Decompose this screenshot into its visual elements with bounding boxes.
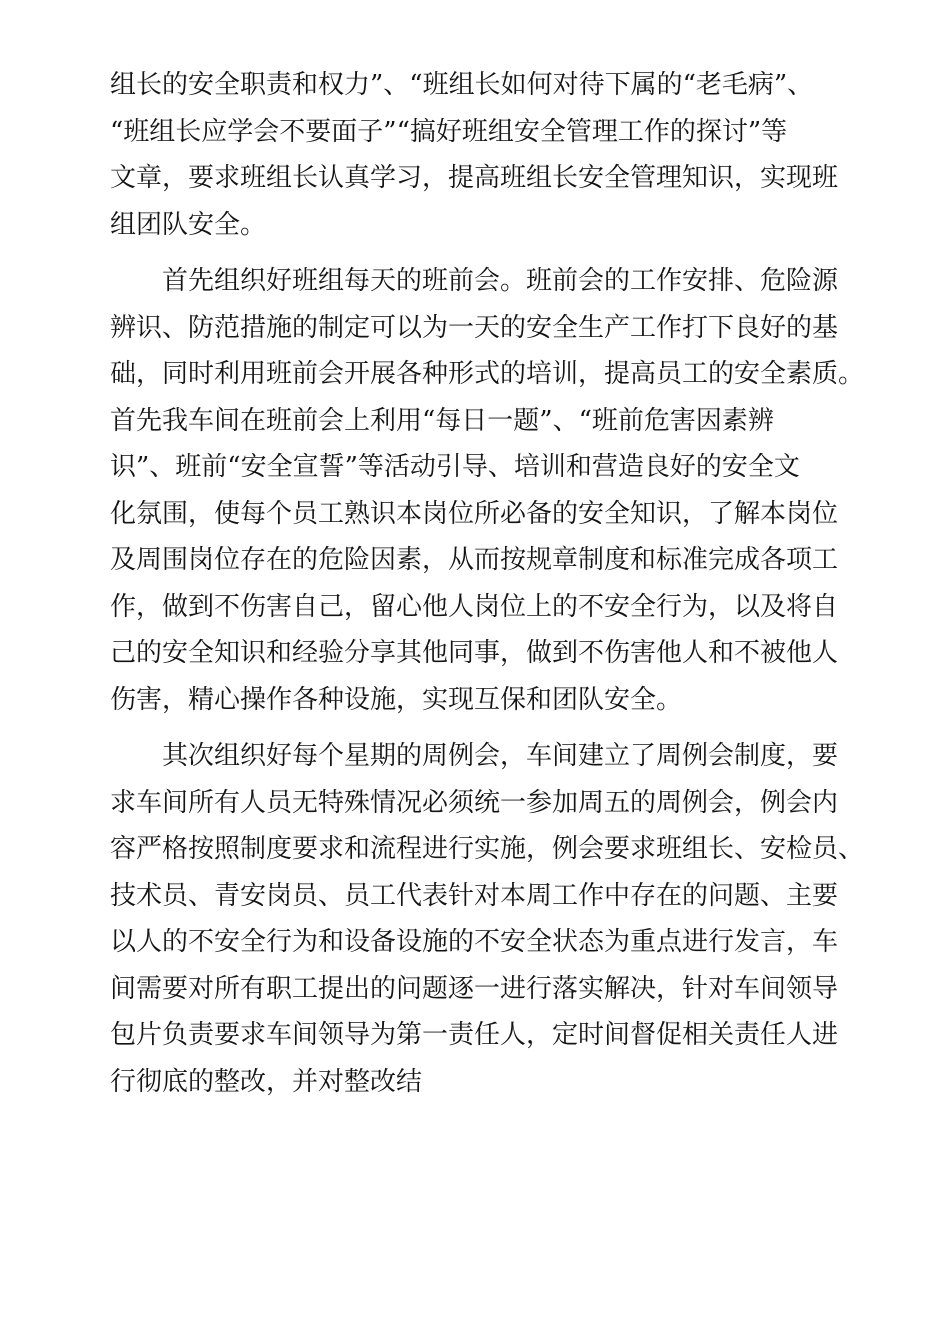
text-line: 化氛围，使每个员工熟识本岗位所必备的安全知识，了解本岗位 (110, 498, 839, 529)
paragraph-2 (110, 258, 865, 723)
text-line: 己的安全知识和经验分享其他同事，做到不伤害他人和不被他人 (110, 638, 839, 668)
text-line: 组长的安全职责和权力”、“班组长如何对待下属的“老毛病”、 (110, 70, 814, 100)
text-line: 容严格按照制度要求和流程进行实施，例会要求班组长、安检员、 (110, 834, 865, 864)
text-line: 文章，要求班组长认真学习，提高班组长安全管理知识，实现班 (110, 163, 839, 193)
text-line: 其次组织好每个星期的周例会，车间建立了周例会制度，要 (162, 741, 839, 771)
text-line: 辨识、防范措施的制定可以为一天的安全生产工作打下良好的基 (110, 312, 839, 343)
text-line: 础，同时利用班前会开展各种形式的培训，提高员工的安全素质。 (110, 359, 865, 389)
text-line: 首先组织好班组每天的班前会。班前会的工作安排、危险源 (162, 266, 839, 296)
paragraph-1 (110, 62, 840, 248)
document-page (110, 62, 865, 1115)
text-line: 组团队安全。 (110, 209, 267, 240)
text-line: 求车间所有人员无特殊情况必须统一参加周五的周例会，例会内 (110, 787, 839, 818)
text-line: 识”、班前“安全宣誓”等活动引导、培训和营造良好的安全文 (110, 452, 800, 482)
text-line: 首先我车间在班前会上利用“每日一题”、“班前危害因素辨 (110, 405, 774, 436)
text-line: “班组长应学会不要面子”“搞好班组安全管理工作的探讨”等 (110, 116, 788, 147)
text-line: 作，做到不伤害自己，留心他人岗位上的不安全行为，以及将自 (110, 591, 839, 622)
text-line: 包片负责要求车间领导为第一责任人，定时间督促相关责任人进 (110, 1020, 839, 1050)
text-line: 行彻底的整改，并对整改结 (110, 1066, 423, 1097)
text-line: 技术员、青安岗员、员工代表针对本周工作中存在的问题、主要 (110, 880, 839, 911)
text-line: 伤害，精心操作各种设施，实现互保和团队安全。 (110, 684, 683, 715)
text-line: 及周围岗位存在的危险因素，从而按规章制度和标准完成各项工 (110, 545, 839, 575)
paragraph-3 (110, 733, 865, 1105)
text-line: 以人的不安全行为和设备设施的不安全状态为重点进行发言，车 (110, 927, 839, 957)
text-line: 间需要对所有职工提出的问题逐一进行落实解决，针对车间领导 (110, 973, 839, 1004)
